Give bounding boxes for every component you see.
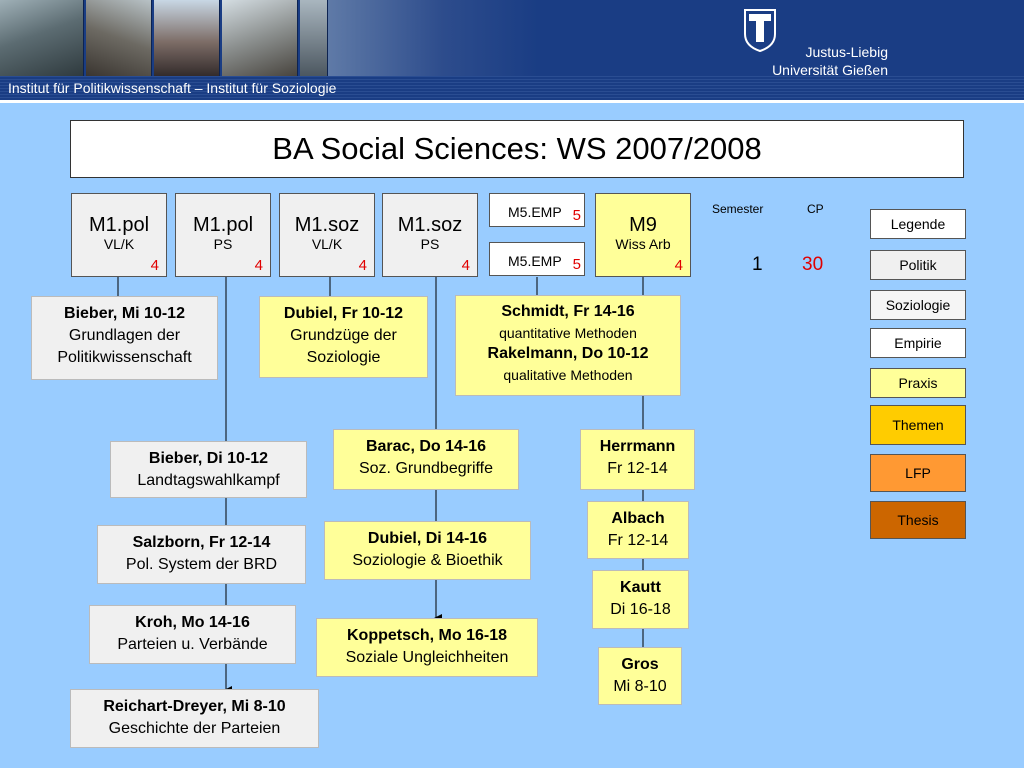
course-title: Kautt (620, 579, 661, 596)
course-line: Soziologie (306, 349, 381, 366)
course-salzborn[interactable] (97, 525, 306, 584)
course-line: Mi 8-10 (613, 678, 667, 695)
course-line: Parteien u. Verbände (117, 636, 268, 653)
module-name: M1.pol (88, 214, 150, 236)
course-title: Schmidt, Fr 14-16 (501, 303, 635, 320)
module-m5emp-2[interactable] (489, 242, 585, 276)
module-m1soz-vlk[interactable] (279, 193, 375, 277)
course-title: Dubiel, Di 14-16 (367, 530, 488, 547)
course-bieber-di[interactable] (110, 441, 307, 498)
course-dubiel-di[interactable] (324, 521, 531, 580)
module-cp: 4 (674, 257, 683, 274)
course-schmidt-rakelmann[interactable] (455, 295, 681, 396)
page-title: BA Social Sciences: WS 2007/2008 (70, 120, 964, 178)
semester-label: Semester (712, 202, 764, 216)
course-albach[interactable] (587, 501, 689, 559)
course-line: Soz. Grundbegriffe (358, 460, 493, 477)
legend-soziologie: Soziologie (870, 290, 966, 320)
course-gros[interactable] (598, 647, 682, 705)
course-line: Soziale Ungleichheiten (345, 649, 509, 666)
module-cp: 5 (572, 207, 581, 224)
course-title: Salzborn, Fr 12-14 (132, 534, 271, 551)
course-kroh[interactable] (89, 605, 296, 664)
module-cp: 4 (150, 257, 159, 274)
course-koppetsch[interactable] (316, 618, 538, 677)
module-m1pol-ps[interactable] (175, 193, 271, 277)
module-type: PS (213, 236, 233, 252)
course-dubiel-fr[interactable] (259, 296, 428, 378)
module-cp: 4 (461, 257, 470, 274)
course-line: Fr 12-14 (607, 532, 669, 549)
module-type: VL/K (311, 236, 343, 252)
course-line: qualitative Methoden (503, 367, 633, 383)
legend-praxis: Praxis (870, 368, 966, 398)
legend-header: Legende (870, 209, 966, 239)
module-type: Wiss Arb (615, 236, 671, 252)
course-line: Fr 12-14 (607, 460, 668, 477)
course-title: Kroh, Mo 14-16 (135, 614, 250, 631)
course-title: Bieber, Mi 10-12 (64, 305, 185, 322)
module-name: M1.soz (294, 214, 360, 236)
course-title: Reichart-Dreyer, Mi 8-10 (103, 698, 286, 715)
course-line: Grundlagen der (68, 327, 181, 344)
course-line: Geschichte der Parteien (108, 720, 281, 737)
course-title: Gros (621, 656, 659, 673)
course-line: Grundzüge der (290, 327, 397, 344)
course-line: Di 16-18 (610, 601, 671, 618)
module-m9[interactable] (595, 193, 691, 277)
module-cp: 4 (254, 257, 263, 274)
legend-lfp: LFP (870, 454, 966, 492)
course-barac[interactable] (333, 429, 519, 490)
university-name-line2: Universität Gießen (772, 62, 888, 78)
semester-value: 1 (752, 254, 763, 275)
module-type: PS (420, 236, 440, 252)
module-name: M1.soz (397, 214, 463, 236)
module-m5emp-1[interactable] (489, 193, 585, 227)
course-line: Politikwissenschaft (57, 349, 192, 366)
course-line: quantitative Methoden (499, 325, 637, 341)
module-type: VL/K (103, 236, 135, 252)
course-bieber-mi[interactable] (31, 296, 218, 380)
course-title: Bieber, Di 10-12 (148, 450, 269, 467)
course-line: Soziologie & Bioethik (352, 552, 503, 569)
module-cp: 5 (572, 256, 581, 273)
course-kautt[interactable] (592, 570, 689, 629)
legend-themen: Themen (870, 405, 966, 445)
cp-label: CP (807, 202, 824, 216)
course-line: Pol. System der BRD (125, 556, 278, 573)
module-name: M9 (629, 214, 657, 236)
cp-total-value: 30 (802, 254, 824, 275)
course-reichart-dreyer[interactable] (70, 689, 319, 748)
university-name-line1: Justus-Liebig (805, 44, 888, 60)
course-title: Albach (611, 510, 665, 527)
legend-empirie: Empirie (870, 328, 966, 358)
course-title-2: Rakelmann, Do 10-12 (487, 345, 649, 362)
module-cp: 4 (358, 257, 367, 274)
module-m1soz-ps[interactable] (382, 193, 478, 277)
course-title: Barac, Do 14-16 (365, 438, 487, 455)
module-name: M5.EMP (508, 253, 562, 269)
course-herrmann[interactable] (580, 429, 695, 490)
legend-politik: Politik (870, 250, 966, 280)
legend-thesis: Thesis (870, 501, 966, 539)
module-m1pol-vlk[interactable] (71, 193, 167, 277)
course-title: Koppetsch, Mo 16-18 (346, 627, 508, 644)
institute-name: Institut für Politikwissenschaft – Institut für Soziologie (8, 80, 337, 96)
module-name: M5.EMP (508, 204, 562, 220)
course-line: Landtagswahlkampf (137, 472, 280, 489)
course-title: Herrmann (599, 438, 676, 455)
course-title: Dubiel, Fr 10-12 (283, 305, 404, 322)
module-name: M1.pol (192, 214, 254, 236)
